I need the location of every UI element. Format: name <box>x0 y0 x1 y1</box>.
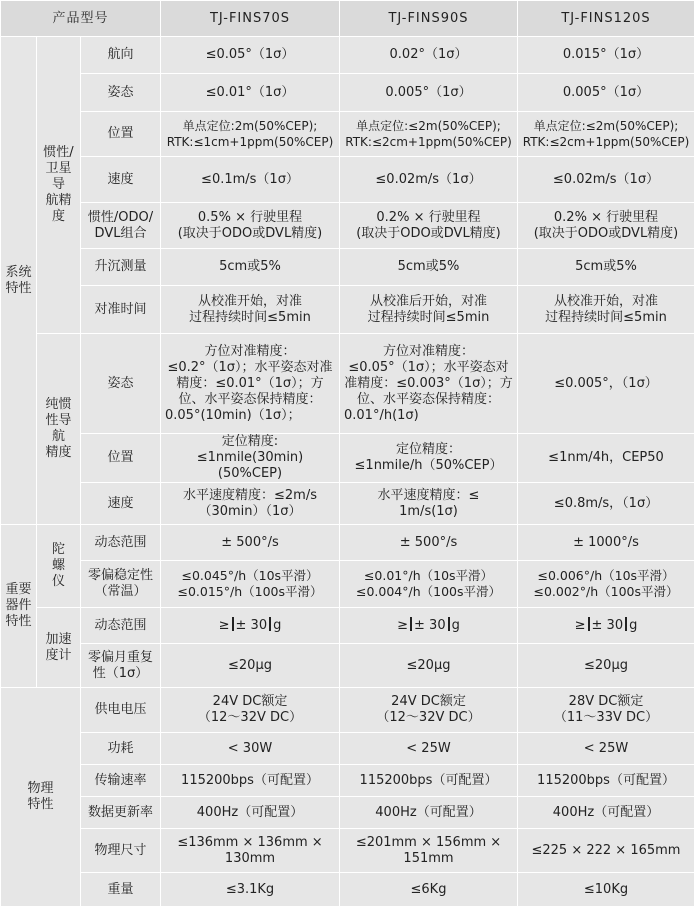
param-label: 功耗 <box>81 733 161 765</box>
param-label: 升沉测量 <box>81 249 161 286</box>
value-cell: ≤0.8m/s，（1σ） <box>518 483 694 525</box>
param-label: 零偏月重复 性（1σ） <box>81 644 161 688</box>
header-model-label: 产品型号 <box>1 1 161 37</box>
value-cell: 115200bps（可配置） <box>161 765 340 797</box>
value-cell: 0.5% × 行驶里程 (取决于ODO或DVL精度) <box>161 203 340 249</box>
table-row <box>1 561 694 608</box>
value-cell: ± 1000°/s <box>518 525 694 561</box>
value-cell: 5cm或5% <box>161 249 340 286</box>
value-cell: 0.015°（1σ） <box>518 37 694 74</box>
param-label: 零偏稳定性 （常温） <box>81 561 161 608</box>
value-cell: ≤0.01°（1σ） <box>161 74 340 112</box>
value-cell: 400Hz（可配置） <box>340 797 518 829</box>
value-cell: ≤201mm × 156mm × 151mm <box>340 829 518 873</box>
ge-sign: ≥ <box>219 618 230 633</box>
table-row <box>1 733 694 765</box>
param-label: 位置 <box>81 434 161 483</box>
value-cell: 单点定位:2m(50%CEP); RTK:≤1cm+1ppm(50%CEP) <box>161 112 340 157</box>
param-label: 惯性/ODO/ DVL组合 <box>81 203 161 249</box>
value-cell: 单点定位:≤2m(50%CEP); RTK:≤2cm+1ppm(50%CEP) <box>518 112 694 157</box>
table-row <box>1 688 694 733</box>
value-cell: ≤0.006°/h（10s平滑） ≤0.002°/h（100s平滑） <box>518 561 694 608</box>
acc-range-unit: g <box>629 618 637 633</box>
header-row <box>1 1 694 37</box>
table-row <box>1 203 694 249</box>
value-cell: ≤20μg <box>161 644 340 688</box>
value-cell: ≤3.1Kg <box>161 873 340 907</box>
header-model: TJ-FINS70S <box>161 1 340 37</box>
subgroup-gyro: 陀 螺 仪 <box>37 525 81 608</box>
value-cell: ± 500°/s <box>340 525 518 561</box>
table-row <box>1 286 694 334</box>
table-row <box>1 873 694 907</box>
value-cell: ≤0.05°（1σ） <box>161 37 340 74</box>
value-cell: 0.005°（1σ） <box>518 74 694 112</box>
acc-range-value: ± 30 <box>414 618 446 633</box>
value-cell: < 30W <box>161 733 340 765</box>
value-cell: 水平速度精度：≤2m/s （30min）（1σ） <box>161 483 340 525</box>
param-label: 供电电压 <box>81 688 161 733</box>
value-cell: ≤0.005°，（1σ） <box>518 334 694 434</box>
value-cell <box>340 608 518 644</box>
header-model: TJ-FINS120S <box>518 1 694 37</box>
table-row <box>1 829 694 873</box>
table-row <box>1 249 694 286</box>
value-cell <box>161 608 340 644</box>
table-row <box>1 37 694 74</box>
value-cell: ≤0.045°/h（10s平滑） ≤0.015°/h（100s平滑） <box>161 561 340 608</box>
abs-bar-icon <box>448 617 450 631</box>
table-row <box>1 525 694 561</box>
subgroup-accel: 加速 度计 <box>37 608 81 688</box>
param-label: 重量 <box>81 873 161 907</box>
table-row <box>1 644 694 688</box>
value-cell: 从校准开始，对准 过程持续时间≤5min <box>518 286 694 334</box>
value-cell: ≤0.01°/h（10s平滑） ≤0.004°/h（100s平滑） <box>340 561 518 608</box>
param-label: 位置 <box>81 112 161 157</box>
group-key-devices: 重要 器件 特性 <box>1 525 37 688</box>
acc-range-value: ± 30 <box>592 618 624 633</box>
param-label: 动态范围 <box>81 525 161 561</box>
value-cell: < 25W <box>340 733 518 765</box>
value-cell: 5cm或5% <box>518 249 694 286</box>
subgroup-ins-gnss: 惯性/ 卫星导 航精度 <box>37 37 81 334</box>
param-label: 对准时间 <box>81 286 161 334</box>
value-cell: 0.02°（1σ） <box>340 37 518 74</box>
table-row <box>1 608 694 644</box>
header-model: TJ-FINS90S <box>340 1 518 37</box>
param-label: 航向 <box>81 37 161 74</box>
ge-sign: ≥ <box>397 618 408 633</box>
param-label: 传输速率 <box>81 765 161 797</box>
value-cell: ≤136mm × 136mm × 130mm <box>161 829 340 873</box>
value-cell: < 25W <box>518 733 694 765</box>
value-cell: ≤1nm/4h，CEP50 <box>518 434 694 483</box>
param-label: 数据更新率 <box>81 797 161 829</box>
value-cell: 28V DC额定 （11～33V DC） <box>518 688 694 733</box>
value-cell: 从校准开始，对准 过程持续时间≤5min <box>161 286 340 334</box>
value-cell: 从校准后开始，对准 过程持续时间≤5min <box>340 286 518 334</box>
value-cell: 定位精度: ≤1nmile(30min)(50%CEP) <box>161 434 340 483</box>
abs-bar-icon <box>410 617 412 631</box>
value-cell: 定位精度： ≤1nmile/h（50%CEP） <box>340 434 518 483</box>
value-cell: ≤225 × 222 × 165mm <box>518 829 694 873</box>
value-cell: 方位对准精度：≤0.2°（1σ）；水平姿态对准精度：≤0.01°（1σ）；方位、水平姿态保持精度：0.05°(10min)（1σ）； <box>161 334 340 434</box>
abs-bar-icon <box>232 617 234 631</box>
param-label: 姿态 <box>81 334 161 434</box>
value-cell: 5cm或5% <box>340 249 518 286</box>
table-row <box>1 797 694 829</box>
param-label: 动态范围 <box>81 608 161 644</box>
value-cell: ≤0.02m/s（1σ） <box>340 157 518 203</box>
value-cell: 115200bps（可配置） <box>340 765 518 797</box>
table-row <box>1 334 694 434</box>
value-cell: ≤6Kg <box>340 873 518 907</box>
group-system: 系统 特性 <box>1 37 37 525</box>
value-cell: ≤20μg <box>340 644 518 688</box>
abs-bar-icon <box>269 617 271 631</box>
table-row <box>1 765 694 797</box>
table-row <box>1 74 694 112</box>
value-cell: 400Hz（可配置） <box>518 797 694 829</box>
ge-sign: ≥ <box>575 618 586 633</box>
value-cell: ± 500°/s <box>161 525 340 561</box>
param-label: 速度 <box>81 157 161 203</box>
value-cell: 24V DC额定 （12～32V DC） <box>340 688 518 733</box>
value-cell <box>518 608 694 644</box>
abs-bar-icon <box>588 617 590 631</box>
value-cell: 0.2% × 行驶里程 (取决于ODO或DVL精度) <box>518 203 694 249</box>
value-cell: ≤20μg <box>518 644 694 688</box>
table-row <box>1 112 694 157</box>
param-label: 姿态 <box>81 74 161 112</box>
table-row <box>1 157 694 203</box>
acc-range-value: ± 30 <box>236 618 268 633</box>
value-cell: 400Hz（可配置） <box>161 797 340 829</box>
group-physical: 物理 特性 <box>1 688 81 907</box>
param-label: 物理尺寸 <box>81 829 161 873</box>
subgroup-pure-ins: 纯惯 性导 航 精度 <box>37 334 81 525</box>
value-cell: ≤0.1m/s（1σ） <box>161 157 340 203</box>
value-cell: 水平速度精度：≤ 1m/s(1σ) <box>340 483 518 525</box>
param-label: 速度 <box>81 483 161 525</box>
value-cell: 24V DC额定 （12～32V DC） <box>161 688 340 733</box>
table-row <box>1 483 694 525</box>
value-cell: ≤0.02m/s（1σ） <box>518 157 694 203</box>
value-cell: 方位对准精度：≤0.05°（1σ）；水平姿态对准精度：≤0.003°（1σ）；方位、水平姿态保持精度：0.01°/h(1σ) <box>340 334 518 434</box>
abs-bar-icon <box>625 617 627 631</box>
value-cell: 单点定位:≤2m(50%CEP); RTK:≤2cm+1ppm(50%CEP) <box>340 112 518 157</box>
acc-range-unit: g <box>273 618 281 633</box>
value-cell: 0.005°（1σ） <box>340 74 518 112</box>
value-cell: 115200bps（可配置） <box>518 765 694 797</box>
value-cell: ≤10Kg <box>518 873 694 907</box>
table-row <box>1 434 694 483</box>
acc-range-unit: g <box>452 618 460 633</box>
value-cell: 0.2% × 行驶里程 (取决于ODO或DVL精度) <box>340 203 518 249</box>
